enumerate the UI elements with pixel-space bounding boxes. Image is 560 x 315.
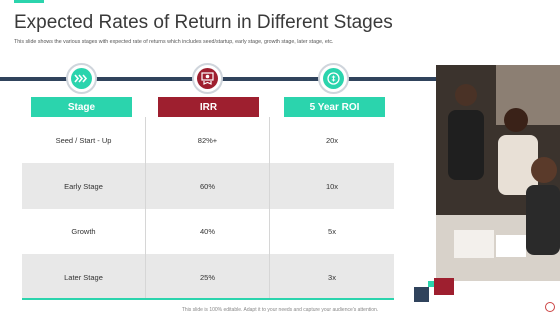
- header-roi: 5 Year ROI: [284, 97, 385, 117]
- roi-cell: 10x: [325, 181, 339, 191]
- table-bottom-border: [22, 298, 394, 300]
- irr-cell: 82%+: [146, 117, 270, 163]
- team-photo-illustration: [436, 65, 560, 281]
- decorative-square-teal: [428, 281, 434, 287]
- stage-cell: Seed / Start - Up: [22, 117, 146, 163]
- roi-cell: 5x: [328, 227, 336, 236]
- stage-icon-circle: [66, 63, 97, 94]
- roi-cell: 20x: [325, 135, 339, 145]
- brand-logo-icon: [545, 302, 555, 312]
- money-cycle-icon: [320, 65, 347, 92]
- roi-icon-circle: [318, 63, 349, 94]
- table-row: [22, 117, 394, 163]
- chevrons-right-icon: [68, 65, 95, 92]
- header-irr: IRR: [158, 97, 259, 117]
- irr-icon-circle: [192, 63, 223, 94]
- decorative-square-navy: [414, 287, 429, 302]
- roi-cell: 3x: [328, 272, 336, 282]
- stage-cell: Later Stage: [22, 254, 146, 300]
- irr-cell: 60%: [146, 163, 270, 209]
- team-photo: [436, 65, 560, 281]
- table-row: [22, 163, 394, 209]
- irr-cell: 25%: [146, 254, 270, 300]
- table-row: [22, 254, 394, 300]
- slide-title: Expected Rates of Return in Different Stages: [14, 12, 393, 33]
- footer-note: This slide is 100% editable. Adapt it to your needs and capture your audience's attention.: [181, 307, 379, 313]
- slide-subtitle: This slide shows the various stages with expected rate of returns which includes seed/startup, early stage, growth stage, later stage, etc.: [14, 39, 334, 45]
- top-accent-bar: [14, 0, 44, 3]
- award-ribbon-icon: [194, 65, 221, 92]
- returns-table: [22, 117, 394, 300]
- header-stage: Stage: [31, 97, 132, 117]
- stage-cell: Growth: [22, 209, 146, 254]
- table-row: [22, 209, 394, 254]
- stage-cell: Early Stage: [22, 163, 146, 209]
- decorative-square-red: [434, 278, 454, 295]
- irr-cell: 40%: [146, 209, 270, 254]
